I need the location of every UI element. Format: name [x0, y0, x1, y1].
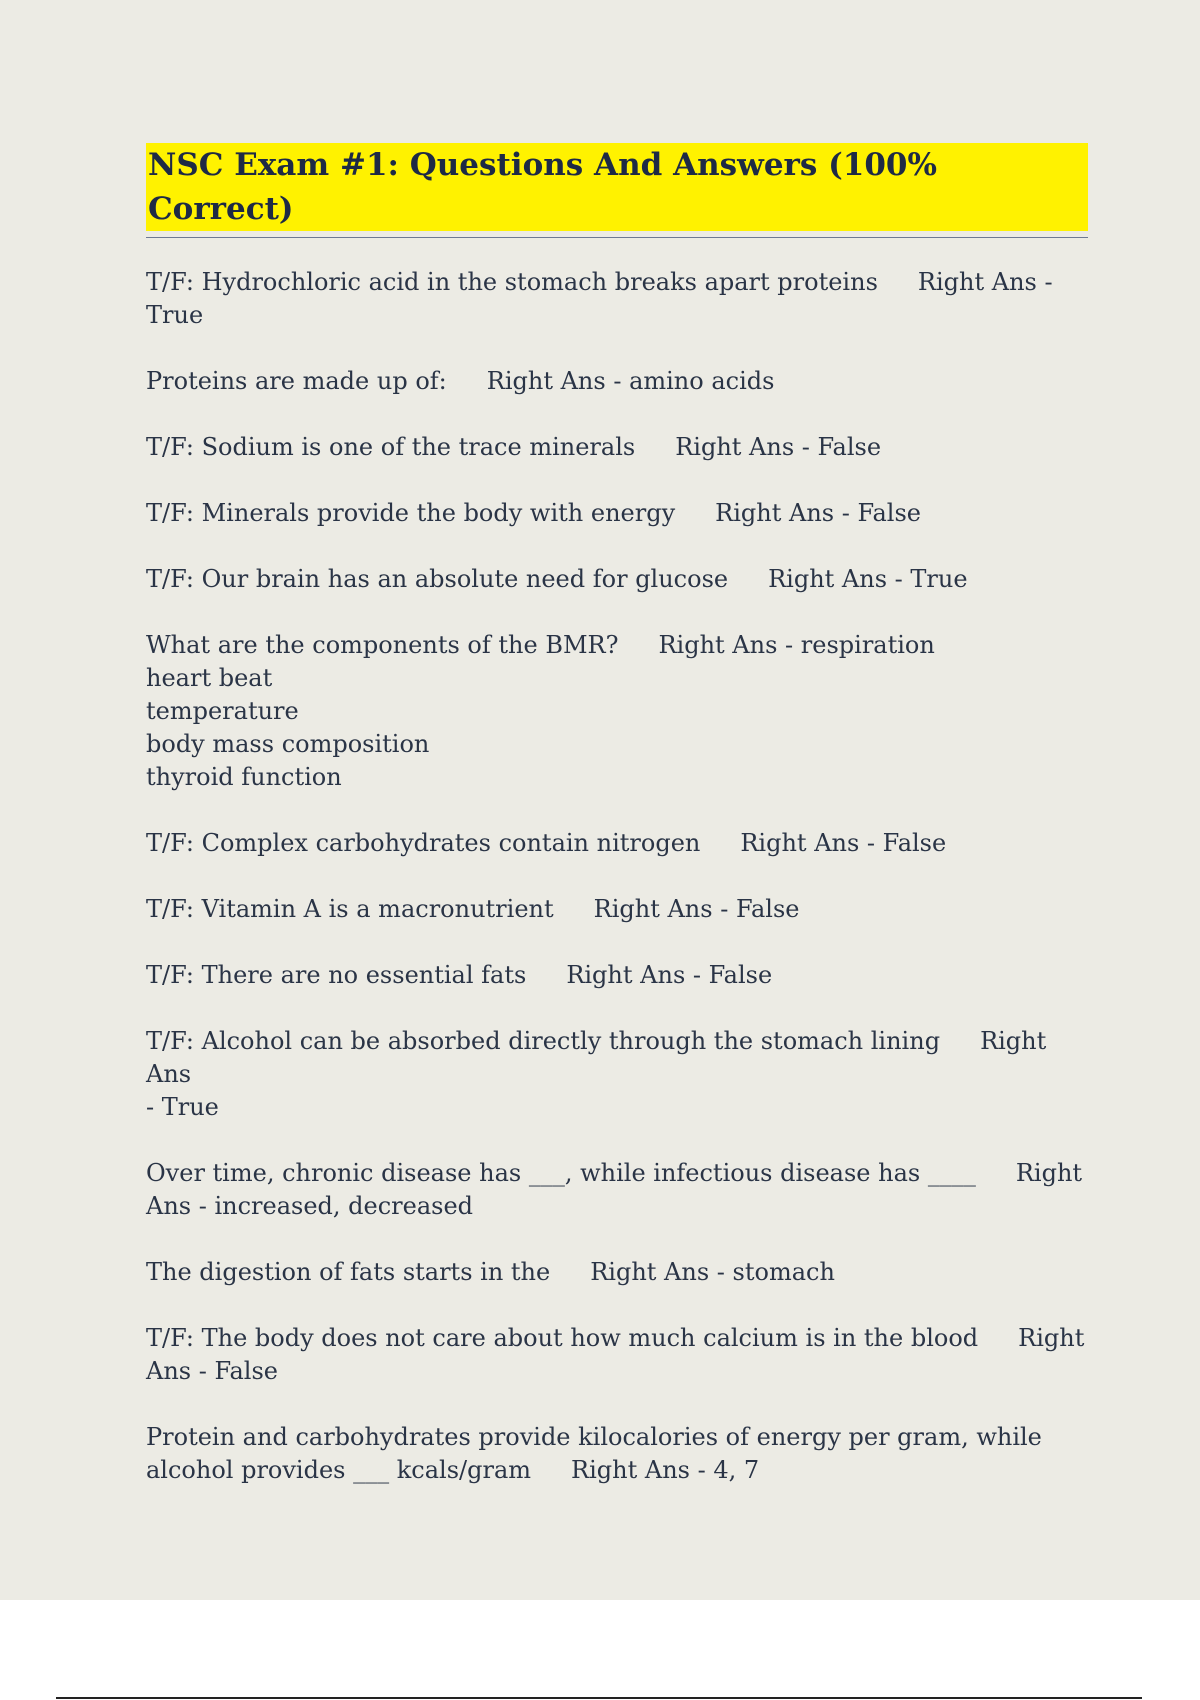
answer-text: Right Ans - False: [715, 499, 921, 527]
qa-item: [146, 629, 1088, 794]
question-text: What are the components of the BMR?: [146, 631, 619, 659]
answer-text: Right Ans - 4, 7: [571, 1456, 760, 1484]
question-text: T/F: Our brain has an absolute need for glucose: [146, 565, 729, 593]
qa-item: [146, 1256, 1088, 1289]
answer-text: Right Ans - increased, decreased: [146, 1159, 1083, 1220]
answer-text: Right Ans - False: [146, 1324, 1085, 1385]
question-text: T/F: There are no essential fats: [146, 961, 527, 989]
footer-divider: [56, 1697, 1142, 1699]
qa-item: [146, 497, 1088, 530]
question-text: T/F: Vitamin A is a macronutrient: [146, 895, 554, 923]
qa-item: [146, 1421, 1088, 1487]
answer-text: Right Ans - True: [146, 268, 1053, 329]
qa-item: [146, 1322, 1088, 1388]
answer-text: Right Ans - False: [566, 961, 773, 989]
answer-text: Right Ans - True: [768, 565, 968, 593]
answer-text: Right Ans - False: [593, 895, 800, 923]
qa-item: [146, 959, 1088, 992]
document-content: [146, 143, 1088, 1520]
question-text: T/F: Minerals provide the body with energy: [146, 499, 676, 527]
qa-item: [146, 827, 1088, 860]
qa-item: [146, 266, 1088, 332]
qa-item: [146, 1157, 1088, 1223]
question-text: T/F: Hydrochloric acid in the stomach breaks apart proteins: [146, 268, 878, 296]
question-text: Over time, chronic disease has ___, while infectious disease has ____: [146, 1159, 976, 1187]
qa-item: [146, 1025, 1088, 1124]
question-text: T/F: Sodium is one of the trace minerals: [146, 433, 636, 461]
question-text: The digestion of fats starts in the: [146, 1258, 551, 1286]
qa-item: [146, 431, 1088, 464]
answer-text: Right Ans - False: [675, 433, 882, 461]
answer-text: Right Ans - respiration heart beat temperature body mass composition thyroid function: [146, 631, 935, 791]
answer-text: Right Ans - amino acids: [486, 367, 775, 395]
answer-text: Right Ans - False: [740, 829, 947, 857]
qa-item: [146, 893, 1088, 926]
qa-item: [146, 365, 1088, 398]
question-text: Protein and carbohydrates provide kilocalories of energy per gram, while alcohol provides ___ kcals/gram: [146, 1423, 1042, 1484]
page-title: NSC Exam #1: Questions And Answers (100% Correct): [146, 143, 1088, 231]
question-text: T/F: Complex carbohydrates contain nitrogen: [146, 829, 701, 857]
question-text: T/F: The body does not care about how much calcium is in the blood: [146, 1324, 979, 1352]
qa-list: [146, 266, 1088, 1487]
answer-text: Right Ans - True: [146, 1027, 1047, 1121]
question-text: T/F: Alcohol can be absorbed directly through the stomach lining: [146, 1027, 941, 1055]
answer-text: Right Ans - stomach: [590, 1258, 835, 1286]
title-underline: [146, 143, 1088, 238]
question-text: Proteins are made up of:: [146, 367, 447, 395]
qa-item: [146, 563, 1088, 596]
